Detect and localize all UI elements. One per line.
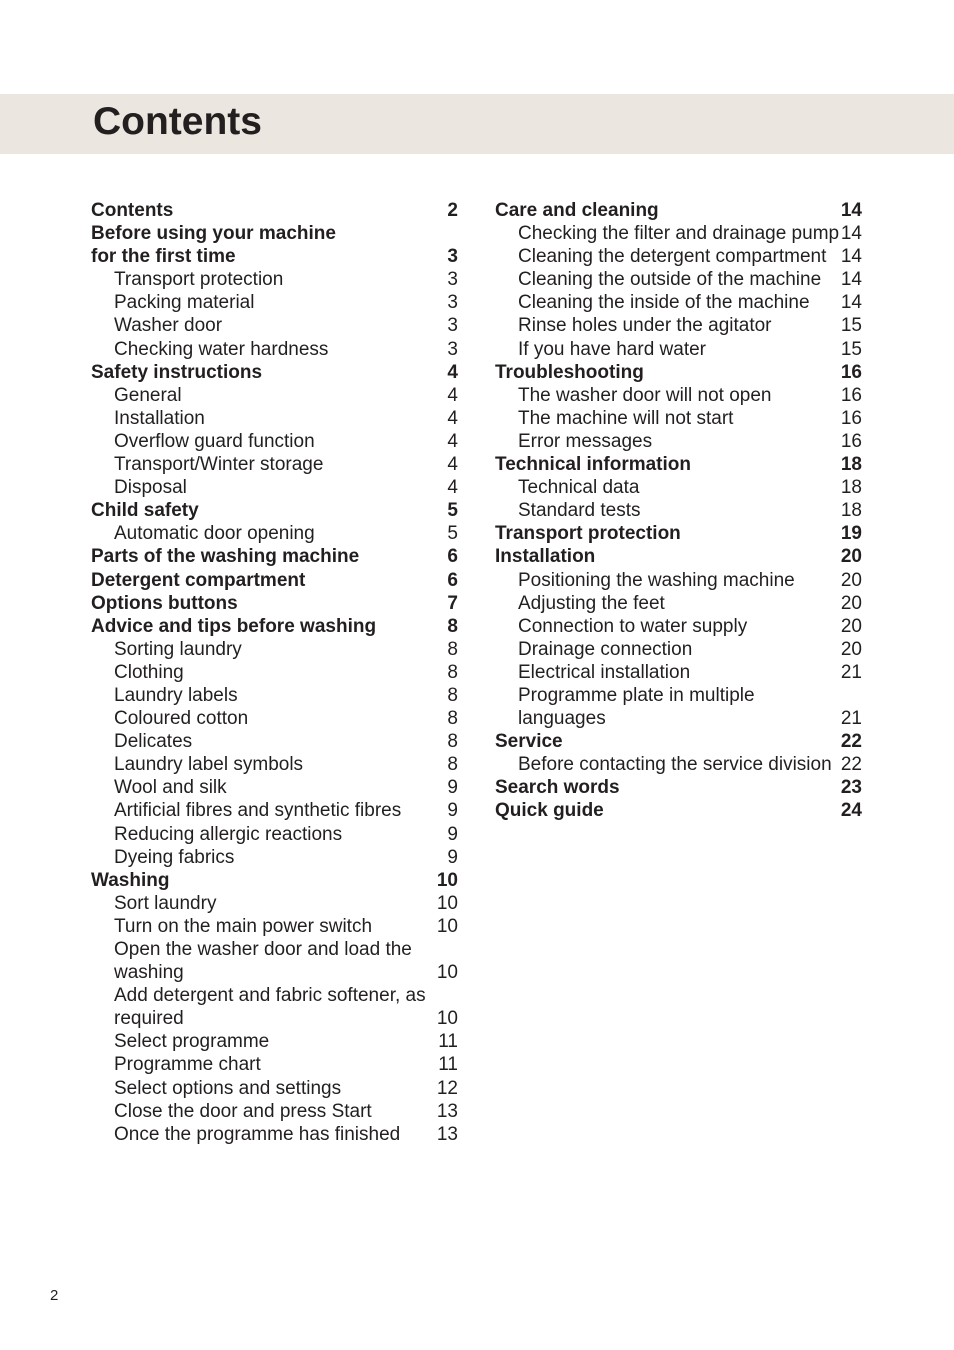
toc-subsection-entry[interactable] xyxy=(91,522,458,545)
toc-entry-label: washing xyxy=(114,962,184,984)
toc-entry-page: 3 xyxy=(447,315,458,337)
toc-entry-label: Washer door xyxy=(114,315,223,337)
toc-entry-page: 20 xyxy=(840,615,862,637)
toc-entry-page: 4 xyxy=(447,430,458,452)
toc-entry-label: Positioning the washing machine xyxy=(518,569,795,591)
toc-entry-page: 12 xyxy=(436,1077,458,1099)
toc-entry-page: 2 xyxy=(447,200,458,221)
toc-entry-page: 3 xyxy=(447,292,458,314)
toc-entry-label: Detergent compartment xyxy=(91,569,306,591)
toc-subsection-entry[interactable] xyxy=(91,661,458,684)
toc-subsection-entry[interactable] xyxy=(91,776,458,799)
toc-section-entry[interactable] xyxy=(495,799,862,822)
toc-entry-label: Packing material xyxy=(114,292,255,314)
toc-subsection-entry[interactable] xyxy=(495,615,862,638)
toc-section-entry[interactable] xyxy=(91,592,458,615)
toc-subsection-entry[interactable] xyxy=(91,938,458,961)
toc-entry-page: 20 xyxy=(840,569,862,591)
toc-entry-page: 10 xyxy=(436,962,458,984)
toc-entry-page: 6 xyxy=(447,569,458,591)
toc-entry-page: 20 xyxy=(840,638,862,660)
toc-entry-page: 16 xyxy=(840,430,862,452)
toc-subsection-entry[interactable] xyxy=(495,499,862,522)
toc-subsection-entry[interactable] xyxy=(91,268,458,291)
toc-entry-label: Close the door and press Start xyxy=(114,1100,372,1122)
toc-subsection-entry[interactable] xyxy=(91,314,458,337)
toc-entry-page: 8 xyxy=(447,661,458,683)
toc-subsection-entry[interactable] xyxy=(495,569,862,592)
toc-entry-label: Error messages xyxy=(518,430,653,452)
toc-entry-label: Quick guide xyxy=(495,800,604,822)
toc-entry-page: 24 xyxy=(840,800,862,822)
toc-subsection-entry[interactable] xyxy=(495,661,862,684)
toc-entry-page: 9 xyxy=(447,823,458,845)
toc-entry-label: Turn on the main power switch xyxy=(114,915,373,937)
toc-entry-page: 19 xyxy=(840,523,862,545)
toc-section-entry[interactable] xyxy=(495,776,862,799)
toc-right-column xyxy=(495,199,862,823)
toc-entry-page: 9 xyxy=(447,777,458,799)
toc-entry-page: 8 xyxy=(447,754,458,776)
toc-entry-page: 20 xyxy=(840,592,862,614)
toc-entry-label: Cleaning the inside of the machine xyxy=(518,292,810,314)
toc-entry-label: Before contacting the service division xyxy=(518,754,832,776)
toc-entry-page: 16 xyxy=(840,361,862,383)
toc-subsection-entry[interactable] xyxy=(91,1030,458,1053)
toc-subsection-entry[interactable] xyxy=(91,453,458,476)
toc-entry-page: 22 xyxy=(840,754,862,776)
toc-entry-page: 21 xyxy=(840,661,862,683)
toc-subsection-entry[interactable] xyxy=(495,291,862,314)
toc-entry-label: Artificial fibres and synthetic fibres xyxy=(114,800,402,822)
toc-entry-label: Clothing xyxy=(114,661,184,683)
toc-entry-label: Adjusting the feet xyxy=(518,592,665,614)
toc-entry-page: 15 xyxy=(840,315,862,337)
toc-section-entry[interactable] xyxy=(91,615,458,638)
toc-entry-label: Options buttons xyxy=(91,592,238,614)
toc-entry-page: 18 xyxy=(840,500,862,522)
toc-entry-label: Cleaning the detergent compartment xyxy=(518,246,827,268)
toc-entry-label: Once the programme has finished xyxy=(114,1123,401,1145)
toc-subsection-entry[interactable] xyxy=(91,707,458,730)
toc-entry-label: Technical information xyxy=(495,454,692,476)
toc-section-entry[interactable] xyxy=(91,545,458,568)
toc-entry-label: Search words xyxy=(495,777,620,799)
toc-subsection-entry[interactable] xyxy=(495,314,862,337)
toc-entry-page: 9 xyxy=(447,800,458,822)
toc-entry-page: 3 xyxy=(447,246,458,268)
toc-section-entry[interactable] xyxy=(91,245,458,268)
toc-subsection-entry[interactable] xyxy=(91,476,458,499)
toc-entry-page: 18 xyxy=(840,477,862,499)
toc-entry-page: 4 xyxy=(447,454,458,476)
toc-section-entry[interactable] xyxy=(495,545,862,568)
toc-entry-label: Before using your machine xyxy=(91,223,336,245)
toc-entry-label: Technical data xyxy=(518,477,640,499)
toc-entry-page: 14 xyxy=(840,223,862,245)
toc-entry-label: The washer door will not open xyxy=(518,384,772,406)
toc-subsection-entry[interactable] xyxy=(91,684,458,707)
toc-entry-label: Installation xyxy=(114,407,205,429)
page-number: 2 xyxy=(50,1287,59,1304)
toc-entry-page: 11 xyxy=(438,1054,458,1076)
toc-entry-page: 15 xyxy=(840,338,862,360)
toc-entry-page: 14 xyxy=(840,200,862,221)
toc-entry-label: Troubleshooting xyxy=(495,361,644,383)
toc-entry-page: 21 xyxy=(840,708,862,730)
page-title: Contents xyxy=(93,100,262,143)
toc-entry-label: Parts of the washing machine xyxy=(91,546,360,568)
toc-section-entry[interactable] xyxy=(495,730,862,753)
toc-entry-label: General xyxy=(114,384,182,406)
toc-entry-page: 10 xyxy=(436,892,458,914)
toc-subsection-entry[interactable] xyxy=(495,222,862,245)
toc-entry-page: 10 xyxy=(436,1008,458,1030)
toc-entry-page: 20 xyxy=(840,546,862,568)
toc-section-entry[interactable] xyxy=(91,869,458,892)
toc-entry-label: Transport/Winter storage xyxy=(114,454,324,476)
toc-entry-label: Wool and silk xyxy=(114,777,227,799)
toc-entry-label: Contents xyxy=(91,200,174,221)
toc-entry-label: Standard tests xyxy=(518,500,641,522)
toc-section-entry[interactable] xyxy=(91,499,458,522)
toc-entry-label: for the first time xyxy=(91,246,236,268)
toc-entry-label: required xyxy=(114,1008,184,1030)
toc-entry-label: Checking the filter and drainage pump xyxy=(518,223,840,245)
toc-entry-label: Delicates xyxy=(114,731,193,753)
toc-subsection-entry[interactable] xyxy=(91,384,458,407)
toc-entry-label: Automatic door opening xyxy=(114,523,315,545)
toc-entry-label: Select programme xyxy=(114,1031,270,1053)
toc-entry-label: Electrical installation xyxy=(518,661,691,683)
toc-entry-page: 14 xyxy=(840,269,862,291)
toc-entry-label: Sorting laundry xyxy=(114,638,242,660)
toc-subsection-entry[interactable] xyxy=(495,638,862,661)
toc-section-entry[interactable] xyxy=(495,199,862,222)
toc-entry-label: Child safety xyxy=(91,500,199,522)
toc-subsection-entry[interactable] xyxy=(91,823,458,846)
toc-subsection-entry[interactable] xyxy=(91,961,458,984)
toc-subsection-entry[interactable] xyxy=(91,1007,458,1030)
toc-entry-label: Service xyxy=(495,731,563,753)
toc-entry-page: 5 xyxy=(447,523,458,545)
toc-subsection-entry[interactable] xyxy=(91,915,458,938)
toc-entry-page: 4 xyxy=(447,384,458,406)
toc-section-entry[interactable] xyxy=(91,361,458,384)
toc-subsection-entry[interactable] xyxy=(91,1053,458,1076)
toc-entry-page: 10 xyxy=(436,869,458,891)
toc-entry-page: 10 xyxy=(436,915,458,937)
toc-subsection-entry[interactable] xyxy=(91,799,458,822)
toc-section-entry[interactable] xyxy=(495,453,862,476)
toc-entry-page: 8 xyxy=(447,684,458,706)
toc-entry-page: 3 xyxy=(447,269,458,291)
toc-entry-label: Rinse holes under the agitator xyxy=(518,315,772,337)
toc-entry-label: Installation xyxy=(495,546,596,568)
toc-entry-page: 8 xyxy=(447,638,458,660)
toc-subsection-entry[interactable] xyxy=(91,984,458,1007)
toc-entry-label: Washing xyxy=(91,869,170,891)
toc-entry-label: Programme plate in multiple xyxy=(518,684,755,706)
toc-entry-label: Dyeing fabrics xyxy=(114,846,235,868)
toc-entry-page: 13 xyxy=(436,1123,458,1145)
toc-subsection-entry[interactable] xyxy=(495,684,862,707)
toc-entry-label: Connection to water supply xyxy=(518,615,748,637)
toc-subsection-entry[interactable] xyxy=(91,730,458,753)
toc-entry-label: Overflow guard function xyxy=(114,430,315,452)
toc-entry-label: Coloured cotton xyxy=(114,708,249,730)
toc-section-entry[interactable] xyxy=(91,569,458,592)
toc-entry-label: Open the washer door and load the xyxy=(114,939,412,960)
toc-section-entry[interactable] xyxy=(91,199,458,222)
toc-entry-label: Care and cleaning xyxy=(495,200,659,221)
toc-entry-page: 8 xyxy=(447,615,458,637)
toc-subsection-entry[interactable] xyxy=(495,407,862,430)
toc-entry-label: The machine will not start xyxy=(518,407,734,429)
toc-entry-label: Programme chart xyxy=(114,1054,261,1076)
toc-entry-label: Safety instructions xyxy=(91,361,263,383)
toc-entry-page: 4 xyxy=(447,361,458,383)
toc-entry-page: 4 xyxy=(447,407,458,429)
toc-entry-label: Reducing allergic reactions xyxy=(114,823,343,845)
toc-subsection-entry[interactable] xyxy=(91,407,458,430)
toc-entry-page: 8 xyxy=(447,708,458,730)
toc-subsection-entry[interactable] xyxy=(495,245,862,268)
toc-entry-page: 3 xyxy=(447,338,458,360)
toc-entry-page: 18 xyxy=(840,454,862,476)
toc-entry-label: Sort laundry xyxy=(114,892,217,914)
toc-subsection-entry[interactable] xyxy=(495,268,862,291)
toc-subsection-entry[interactable] xyxy=(91,1100,458,1123)
toc-entry-page: 5 xyxy=(447,500,458,522)
toc-entry-page: 23 xyxy=(840,777,862,799)
toc-section-entry[interactable] xyxy=(495,522,862,545)
toc-subsection-entry[interactable] xyxy=(91,753,458,776)
toc-entry-label: Checking water hardness xyxy=(114,338,329,360)
toc-entry-label: Laundry labels xyxy=(114,684,238,706)
toc-entry-page: 14 xyxy=(840,246,862,268)
toc-entry-label: Select options and settings xyxy=(114,1077,342,1099)
toc-subsection-entry[interactable] xyxy=(495,592,862,615)
toc-subsection-entry[interactable] xyxy=(91,430,458,453)
toc-entry-label: Laundry label symbols xyxy=(114,754,304,776)
toc-subsection-entry[interactable] xyxy=(91,638,458,661)
toc-entry-label: Disposal xyxy=(114,477,187,499)
toc-entry-page: 22 xyxy=(840,731,862,753)
toc-subsection-entry[interactable] xyxy=(91,892,458,915)
toc-subsection-entry[interactable] xyxy=(91,291,458,314)
toc-subsection-entry[interactable] xyxy=(91,846,458,869)
toc-entry-page: 14 xyxy=(840,292,862,314)
toc-entry-page: 7 xyxy=(447,592,458,614)
toc-subsection-entry[interactable] xyxy=(91,1123,458,1146)
toc-entry-label: Drainage connection xyxy=(518,638,693,660)
toc-entry-page: 13 xyxy=(436,1100,458,1122)
toc-left-column xyxy=(91,199,458,1146)
toc-subsection-entry[interactable] xyxy=(495,384,862,407)
toc-entry-label: Transport protection xyxy=(495,523,681,545)
toc-entry-page: 4 xyxy=(447,477,458,499)
toc-entry-page: 16 xyxy=(840,407,862,429)
toc-entry-label: If you have hard water xyxy=(518,338,706,360)
toc-subsection-entry[interactable] xyxy=(495,476,862,499)
toc-entry-label: Transport protection xyxy=(114,269,284,291)
toc-subsection-entry[interactable] xyxy=(495,753,862,776)
toc-entry-label: Cleaning the outside of the machine xyxy=(518,269,822,291)
toc-entry-page: 9 xyxy=(447,846,458,868)
toc-entry-page: 6 xyxy=(447,546,458,568)
toc-section-entry[interactable] xyxy=(91,222,458,245)
toc-subsection-entry[interactable] xyxy=(91,1077,458,1100)
toc-entry-label: Add detergent and fabric softener, as xyxy=(114,985,426,1007)
toc-subsection-entry[interactable] xyxy=(495,430,862,453)
toc-section-entry[interactable] xyxy=(495,361,862,384)
toc-subsection-entry[interactable] xyxy=(91,338,458,361)
toc-subsection-entry[interactable] xyxy=(495,707,862,730)
toc-entry-label: languages xyxy=(518,708,606,730)
toc-entry-page: 11 xyxy=(438,1031,458,1053)
toc-entry-page: 16 xyxy=(840,384,862,406)
toc-entry-page: 8 xyxy=(447,731,458,753)
toc-subsection-entry[interactable] xyxy=(495,338,862,361)
toc-entry-label: Advice and tips before washing xyxy=(91,615,377,637)
